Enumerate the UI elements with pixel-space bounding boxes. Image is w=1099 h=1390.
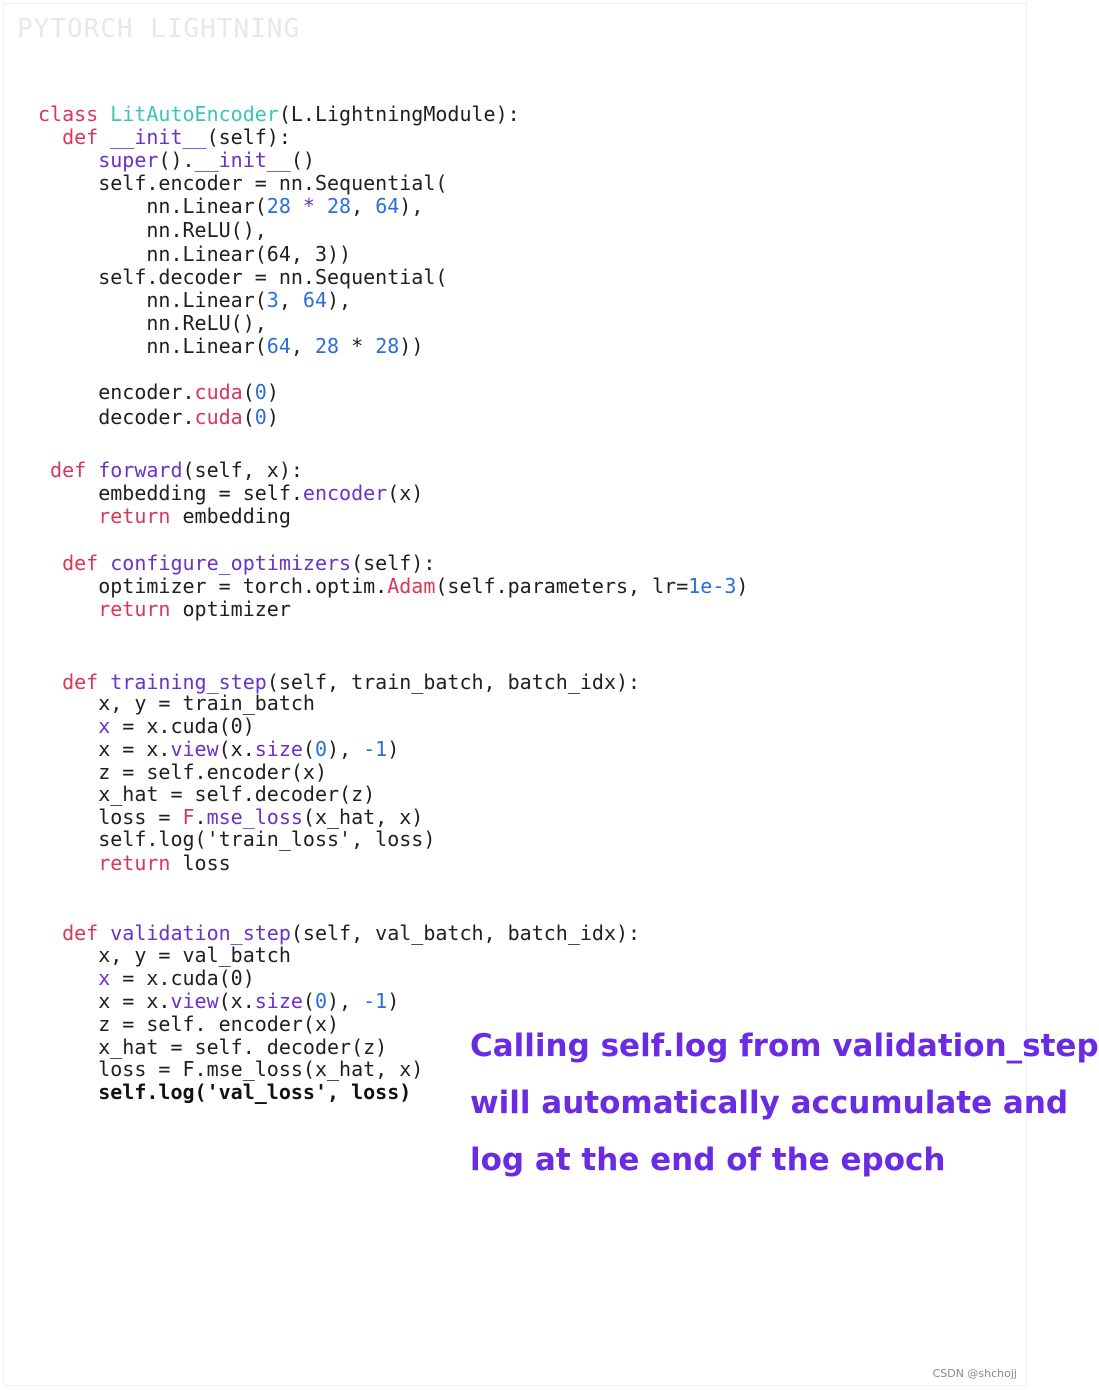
code-token: * (302, 194, 315, 218)
code-token (38, 714, 98, 738)
code-token: view (170, 989, 219, 1013)
code-token: return (98, 504, 171, 528)
code-token: nn.Linear( (38, 288, 267, 312)
code-token: (x) (387, 481, 424, 505)
code-line (38, 265, 447, 289)
code-token: nn.Linear( (38, 334, 267, 358)
code-token: x, y = train_batch (38, 691, 315, 715)
code-token (38, 921, 62, 945)
code-token: 28 (266, 194, 291, 218)
code-token: cuda (194, 405, 243, 429)
code-line (38, 989, 399, 1013)
code-token: size (254, 737, 303, 761)
code-token: (self, x): (182, 458, 303, 482)
code-token: optimizer (170, 597, 291, 621)
code-token: cuda (194, 380, 243, 404)
code-token: Adam (387, 574, 436, 598)
code-token: (x. (218, 989, 255, 1013)
code-token: optimizer = torch.optim. (38, 574, 388, 598)
code-token: __init__ (110, 125, 207, 149)
code-line (38, 691, 315, 715)
code-token: (L.LightningModule): (278, 102, 520, 126)
code-token: ) (387, 737, 400, 761)
code-token (38, 597, 98, 621)
code-line (38, 288, 351, 312)
code-token (38, 966, 98, 990)
callout-note (470, 1018, 1099, 1189)
code-token: * (339, 334, 376, 358)
code-token: 28 (375, 334, 400, 358)
code-token (315, 194, 327, 218)
code-token: ( (302, 989, 315, 1013)
code-line (38, 405, 279, 429)
code-line (38, 921, 640, 945)
code-line (38, 1080, 411, 1104)
code-line (38, 171, 447, 195)
code-token: ( (242, 380, 255, 404)
code-token: nn.ReLU(), (38, 218, 267, 242)
code-token: view (170, 737, 219, 761)
code-token: embedding (170, 504, 291, 528)
code-line (38, 597, 291, 621)
code-token (38, 148, 98, 172)
code-line (38, 334, 423, 358)
code-token: encoder. (38, 380, 195, 404)
slide-title: PYTORCH LIGHTNING (17, 14, 301, 44)
code-line (38, 102, 520, 126)
code-token: , (290, 334, 315, 358)
code-token: def (62, 551, 111, 575)
code-token (291, 194, 303, 218)
code-token: 64 (375, 194, 400, 218)
code-token: loss (170, 851, 231, 875)
code-token: (self, train_batch, batch_idx): (266, 670, 641, 694)
code-token: ( (302, 737, 315, 761)
code-token: -1 (363, 989, 388, 1013)
code-token: x = x. (38, 737, 171, 761)
code-token: training_step (110, 670, 267, 694)
code-token: nn.ReLU(), (38, 311, 267, 335)
code-token: validation_step (110, 921, 291, 945)
code-token: (self, val_batch, batch_idx): (290, 921, 641, 945)
code-token: LitAutoEncoder (110, 102, 279, 126)
code-token: 64 (266, 334, 291, 358)
code-token: nn.Linear(64, 3)) (38, 242, 352, 266)
code-line (38, 311, 267, 335)
code-token: (self): (351, 551, 436, 575)
code-token: F (182, 805, 195, 829)
code-line (38, 194, 423, 218)
code-line (38, 574, 748, 598)
code-token: x (98, 714, 111, 738)
code-line (38, 481, 423, 505)
code-token: (). (158, 148, 195, 172)
code-line (38, 851, 231, 875)
code-line (38, 714, 255, 738)
code-token: x (98, 966, 111, 990)
code-line (38, 218, 267, 242)
code-token: ), (327, 288, 352, 312)
code-token: (self.parameters, lr= (435, 574, 689, 598)
callout-line: log at the end of the epoch (470, 1142, 946, 1178)
code-token: 0 (314, 989, 328, 1013)
callout-line: Calling self.log from validation_step (470, 1028, 1099, 1064)
code-token (38, 125, 62, 149)
code-token: ( (242, 405, 255, 429)
code-token: __init__ (194, 148, 291, 172)
code-token: ) (266, 405, 279, 429)
code-token: 1e-3 (688, 574, 737, 598)
code-token: . (194, 805, 207, 829)
code-token: decoder. (38, 405, 195, 429)
code-token: ) (266, 380, 279, 404)
code-line (38, 782, 375, 806)
code-token: (x_hat, x) (302, 805, 424, 829)
code-token: , (278, 288, 303, 312)
code-token: (x. (218, 737, 255, 761)
code-line (38, 125, 291, 149)
callout-line: will automatically accumulate and (470, 1085, 1069, 1121)
code-token: 64 (302, 288, 328, 312)
code-token: )) (399, 334, 424, 358)
code-token: ), (399, 194, 424, 218)
code-token: size (254, 989, 303, 1013)
code-token: encoder (302, 481, 388, 505)
code-token: z = self. encoder(x) (38, 1012, 340, 1036)
code-line (38, 827, 435, 851)
code-token (38, 504, 98, 528)
code-token: nn.Linear( (38, 194, 267, 218)
code-token: , (351, 194, 376, 218)
code-token: 0 (254, 405, 267, 429)
code-line (38, 1035, 387, 1059)
code-token: x_hat = self. decoder(z) (38, 1035, 388, 1059)
code-token: ) (736, 574, 749, 598)
code-line (38, 943, 291, 967)
code-token: () (290, 148, 315, 172)
code-token: (self): (206, 125, 291, 149)
code-token: mse_loss (206, 805, 303, 829)
code-line (38, 1057, 423, 1081)
code-token: self.log('train_loss', loss) (38, 827, 436, 851)
code-line (38, 242, 351, 266)
code-token: def (62, 670, 111, 694)
code-token: def (50, 458, 99, 482)
code-token: ) (387, 989, 400, 1013)
code-token: 0 (314, 737, 328, 761)
code-line (38, 737, 399, 761)
code-token: loss = F.mse_loss(x_hat, x) (38, 1057, 424, 1081)
code-token: self.encoder = nn.Sequential( (38, 171, 448, 195)
code-token: configure_optimizers (110, 551, 352, 575)
code-token: = x.cuda(0) (110, 966, 255, 990)
watermark-label: CSDN @shchojj (932, 1367, 1017, 1380)
code-line (38, 805, 423, 829)
code-token: self.decoder = nn.Sequential( (38, 265, 448, 289)
code-token: ), (327, 989, 364, 1013)
code-token: x, y = val_batch (38, 943, 291, 967)
code-token (38, 551, 62, 575)
code-line (38, 458, 303, 482)
code-line (38, 760, 327, 784)
code-token: ), (327, 737, 364, 761)
code-line (38, 504, 291, 528)
code-token: 3 (266, 288, 279, 312)
code-token: self.log('val_loss', loss) (38, 1080, 412, 1104)
code-token: loss = (38, 805, 183, 829)
code-token: return (98, 597, 171, 621)
code-line (38, 966, 255, 990)
code-token: = x.cuda(0) (110, 714, 255, 738)
code-token: super (98, 148, 159, 172)
code-line (38, 148, 315, 172)
code-token: def (62, 921, 111, 945)
code-token (38, 851, 98, 875)
code-token: -1 (363, 737, 388, 761)
code-line (38, 551, 435, 575)
code-token: class (38, 102, 111, 126)
code-line (38, 1012, 339, 1036)
code-token: z = self.encoder(x) (38, 760, 327, 784)
code-token: 0 (254, 380, 267, 404)
code-token: forward (98, 458, 183, 482)
code-token: return (98, 851, 171, 875)
code-token (38, 458, 50, 482)
code-token: x = x. (38, 989, 171, 1013)
code-token: def (62, 125, 111, 149)
code-token: 28 (314, 334, 340, 358)
code-token: x_hat = self.decoder(z) (38, 782, 376, 806)
code-token: 28 (327, 194, 352, 218)
code-line (38, 380, 279, 404)
code-token: embedding = self. (38, 481, 303, 505)
